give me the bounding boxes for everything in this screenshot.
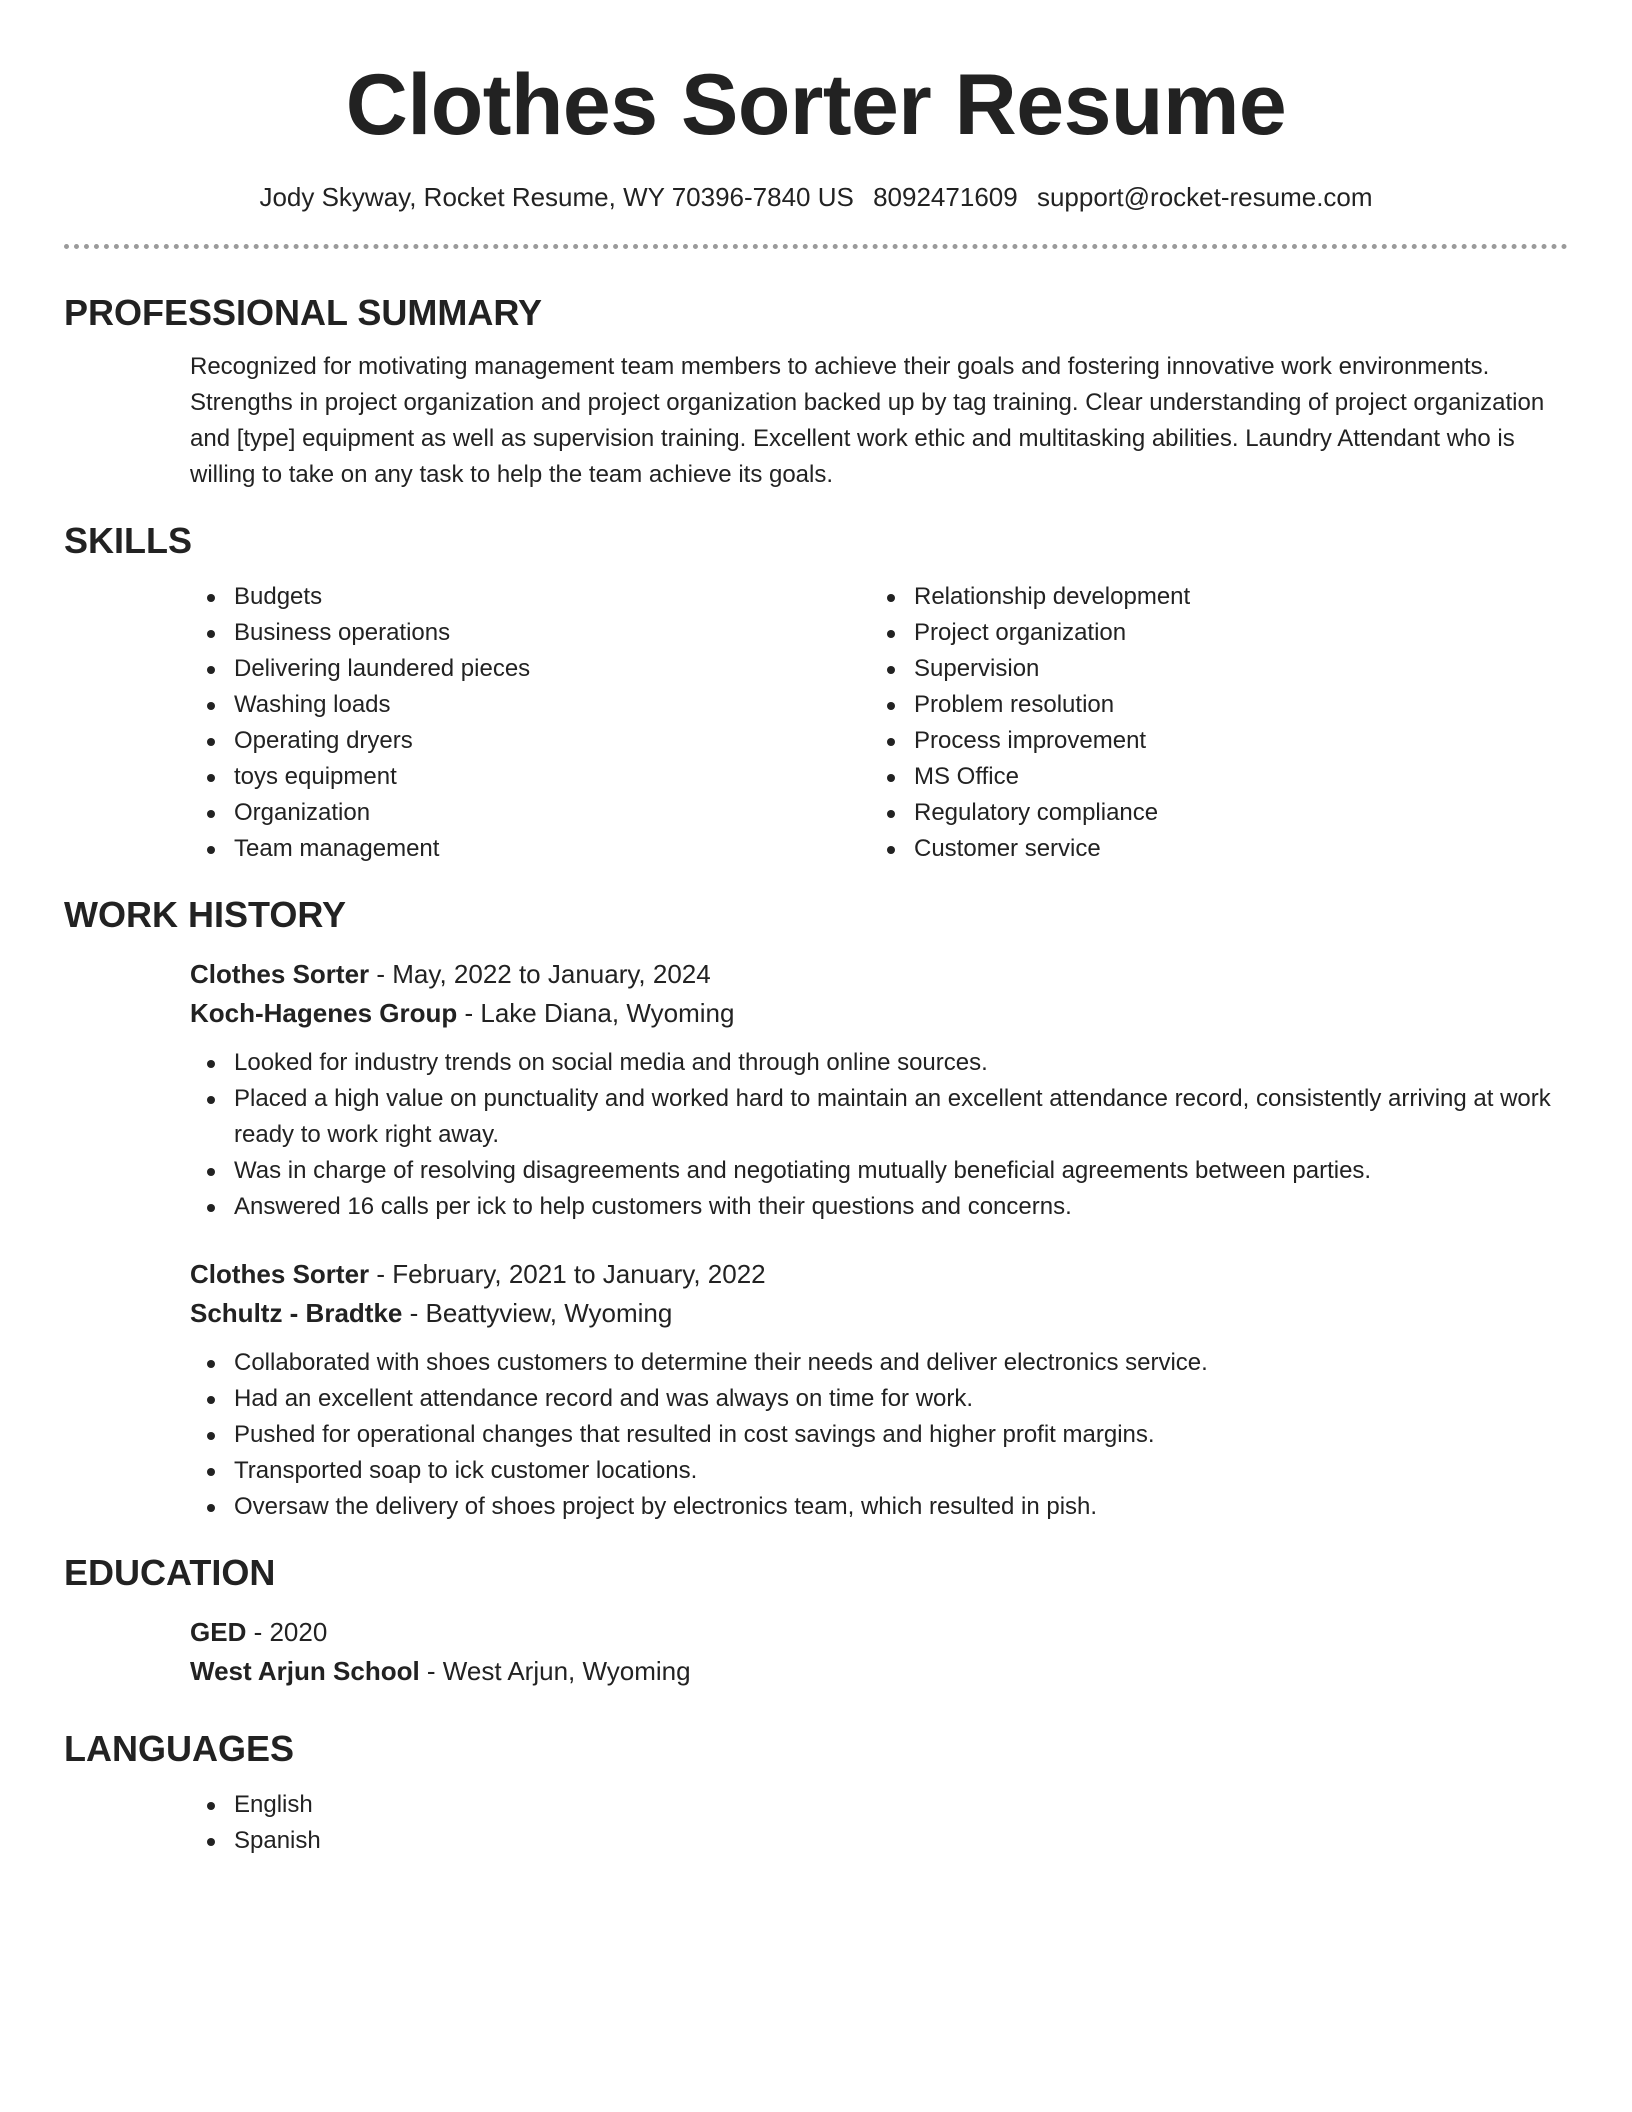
skills-list-left [190, 579, 870, 867]
contact-phone: 8092471609 [873, 182, 1018, 212]
job-location: - Lake Diana, Wyoming [457, 998, 735, 1028]
skill-item: Organization [190, 795, 870, 831]
job-company: Schultz - Bradtke [190, 1298, 403, 1328]
job-bullet: Answered 16 calls per ick to help customers with their questions and concerns. [190, 1189, 1568, 1225]
job-bullet: Placed a high value on punctuality and worked hard to maintain an excellent attendance record, consistently arriving at work ready to work right away. [190, 1081, 1568, 1153]
job-bullet: Pushed for operational changes that resulted in cost savings and higher profit margins. [190, 1417, 1568, 1453]
job-title: Clothes Sorter [190, 959, 370, 989]
job-location: - Beattyview, Wyoming [402, 1298, 673, 1328]
job-bullet: Was in charge of resolving disagreements and negotiating mutually beneficial agreements between parties. [190, 1153, 1568, 1189]
skill-item: Project organization [870, 615, 1550, 651]
contact-email: support@rocket-resume.com [1036, 182, 1373, 212]
resume-title: Clothes Sorter Resume [345, 57, 1287, 153]
languages-heading: LANGUAGES [64, 1728, 295, 1769]
skill-item: Business operations [190, 615, 870, 651]
skills-list-right [870, 579, 1550, 867]
skill-item: Customer service [870, 831, 1550, 867]
skills-heading: SKILLS [64, 520, 193, 561]
job-bullet: Transported soap to ick customer locations. [190, 1453, 1568, 1489]
skill-item: Relationship development [870, 579, 1550, 615]
job-bullet: Looked for industry trends on social media and through online sources. [190, 1045, 1568, 1081]
job-title-line [190, 1255, 1568, 1294]
skill-item: Delivering laundered pieces [190, 651, 870, 687]
job-bullets [190, 1045, 1568, 1225]
skill-item: Process improvement [870, 723, 1550, 759]
languages-list [190, 1787, 1568, 1859]
skill-item: Problem resolution [870, 687, 1550, 723]
job-title: Clothes Sorter [190, 1259, 370, 1289]
skill-item: Team management [190, 831, 870, 867]
job-company-line [190, 994, 1568, 1033]
contact-address: Jody Skyway, Rocket Resume, WY 70396-7840 US [259, 182, 854, 212]
skill-item: Supervision [870, 651, 1550, 687]
education-location: - West Arjun, Wyoming [419, 1656, 691, 1686]
skill-item: Regulatory compliance [870, 795, 1550, 831]
contact-line [64, 180, 1568, 214]
job-bullets [190, 1345, 1568, 1525]
header-divider [64, 244, 1568, 249]
job-bullet: Collaborated with shoes customers to determine their needs and deliver electronics service. [190, 1345, 1568, 1381]
job-title-line [190, 955, 1568, 994]
skill-item: MS Office [870, 759, 1550, 795]
job-bullet: Had an excellent attendance record and was always on time for work. [190, 1381, 1568, 1417]
education-school: West Arjun School [190, 1656, 420, 1686]
education-heading: EDUCATION [64, 1552, 276, 1593]
education-degree: GED [190, 1617, 247, 1647]
education-year: - 2020 [246, 1617, 328, 1647]
job-company-line [190, 1294, 1568, 1333]
job-dates: - February, 2021 to January, 2022 [369, 1259, 766, 1289]
skill-item: Operating dryers [190, 723, 870, 759]
education-degree-line [190, 1613, 1568, 1652]
skill-item: Budgets [190, 579, 870, 615]
skill-item: Washing loads [190, 687, 870, 723]
language-item: English [190, 1787, 1568, 1823]
summary-text: Recognized for motivating management team members to achieve their goals and fostering innovative work environments. Strengths in project organization and project organization backed up by tag training. Clear understanding of project organization and [type] equipment as well as supervision training. Excellent work ethic and multitasking abilities. Laundry Attendant who is willing to take on any task to help the team achieve its goals. [190, 353, 1545, 488]
work-heading: WORK HISTORY [64, 894, 347, 935]
language-item: Spanish [190, 1823, 1568, 1859]
job-company: Koch-Hagenes Group [190, 998, 458, 1028]
skill-item: toys equipment [190, 759, 870, 795]
education-school-line [190, 1652, 1568, 1691]
summary-heading: PROFESSIONAL SUMMARY [64, 292, 543, 333]
job-dates: - May, 2022 to January, 2024 [369, 959, 711, 989]
skills-grid [190, 579, 1568, 867]
job-bullet: Oversaw the delivery of shoes project by electronics team, which resulted in pish. [190, 1489, 1568, 1525]
